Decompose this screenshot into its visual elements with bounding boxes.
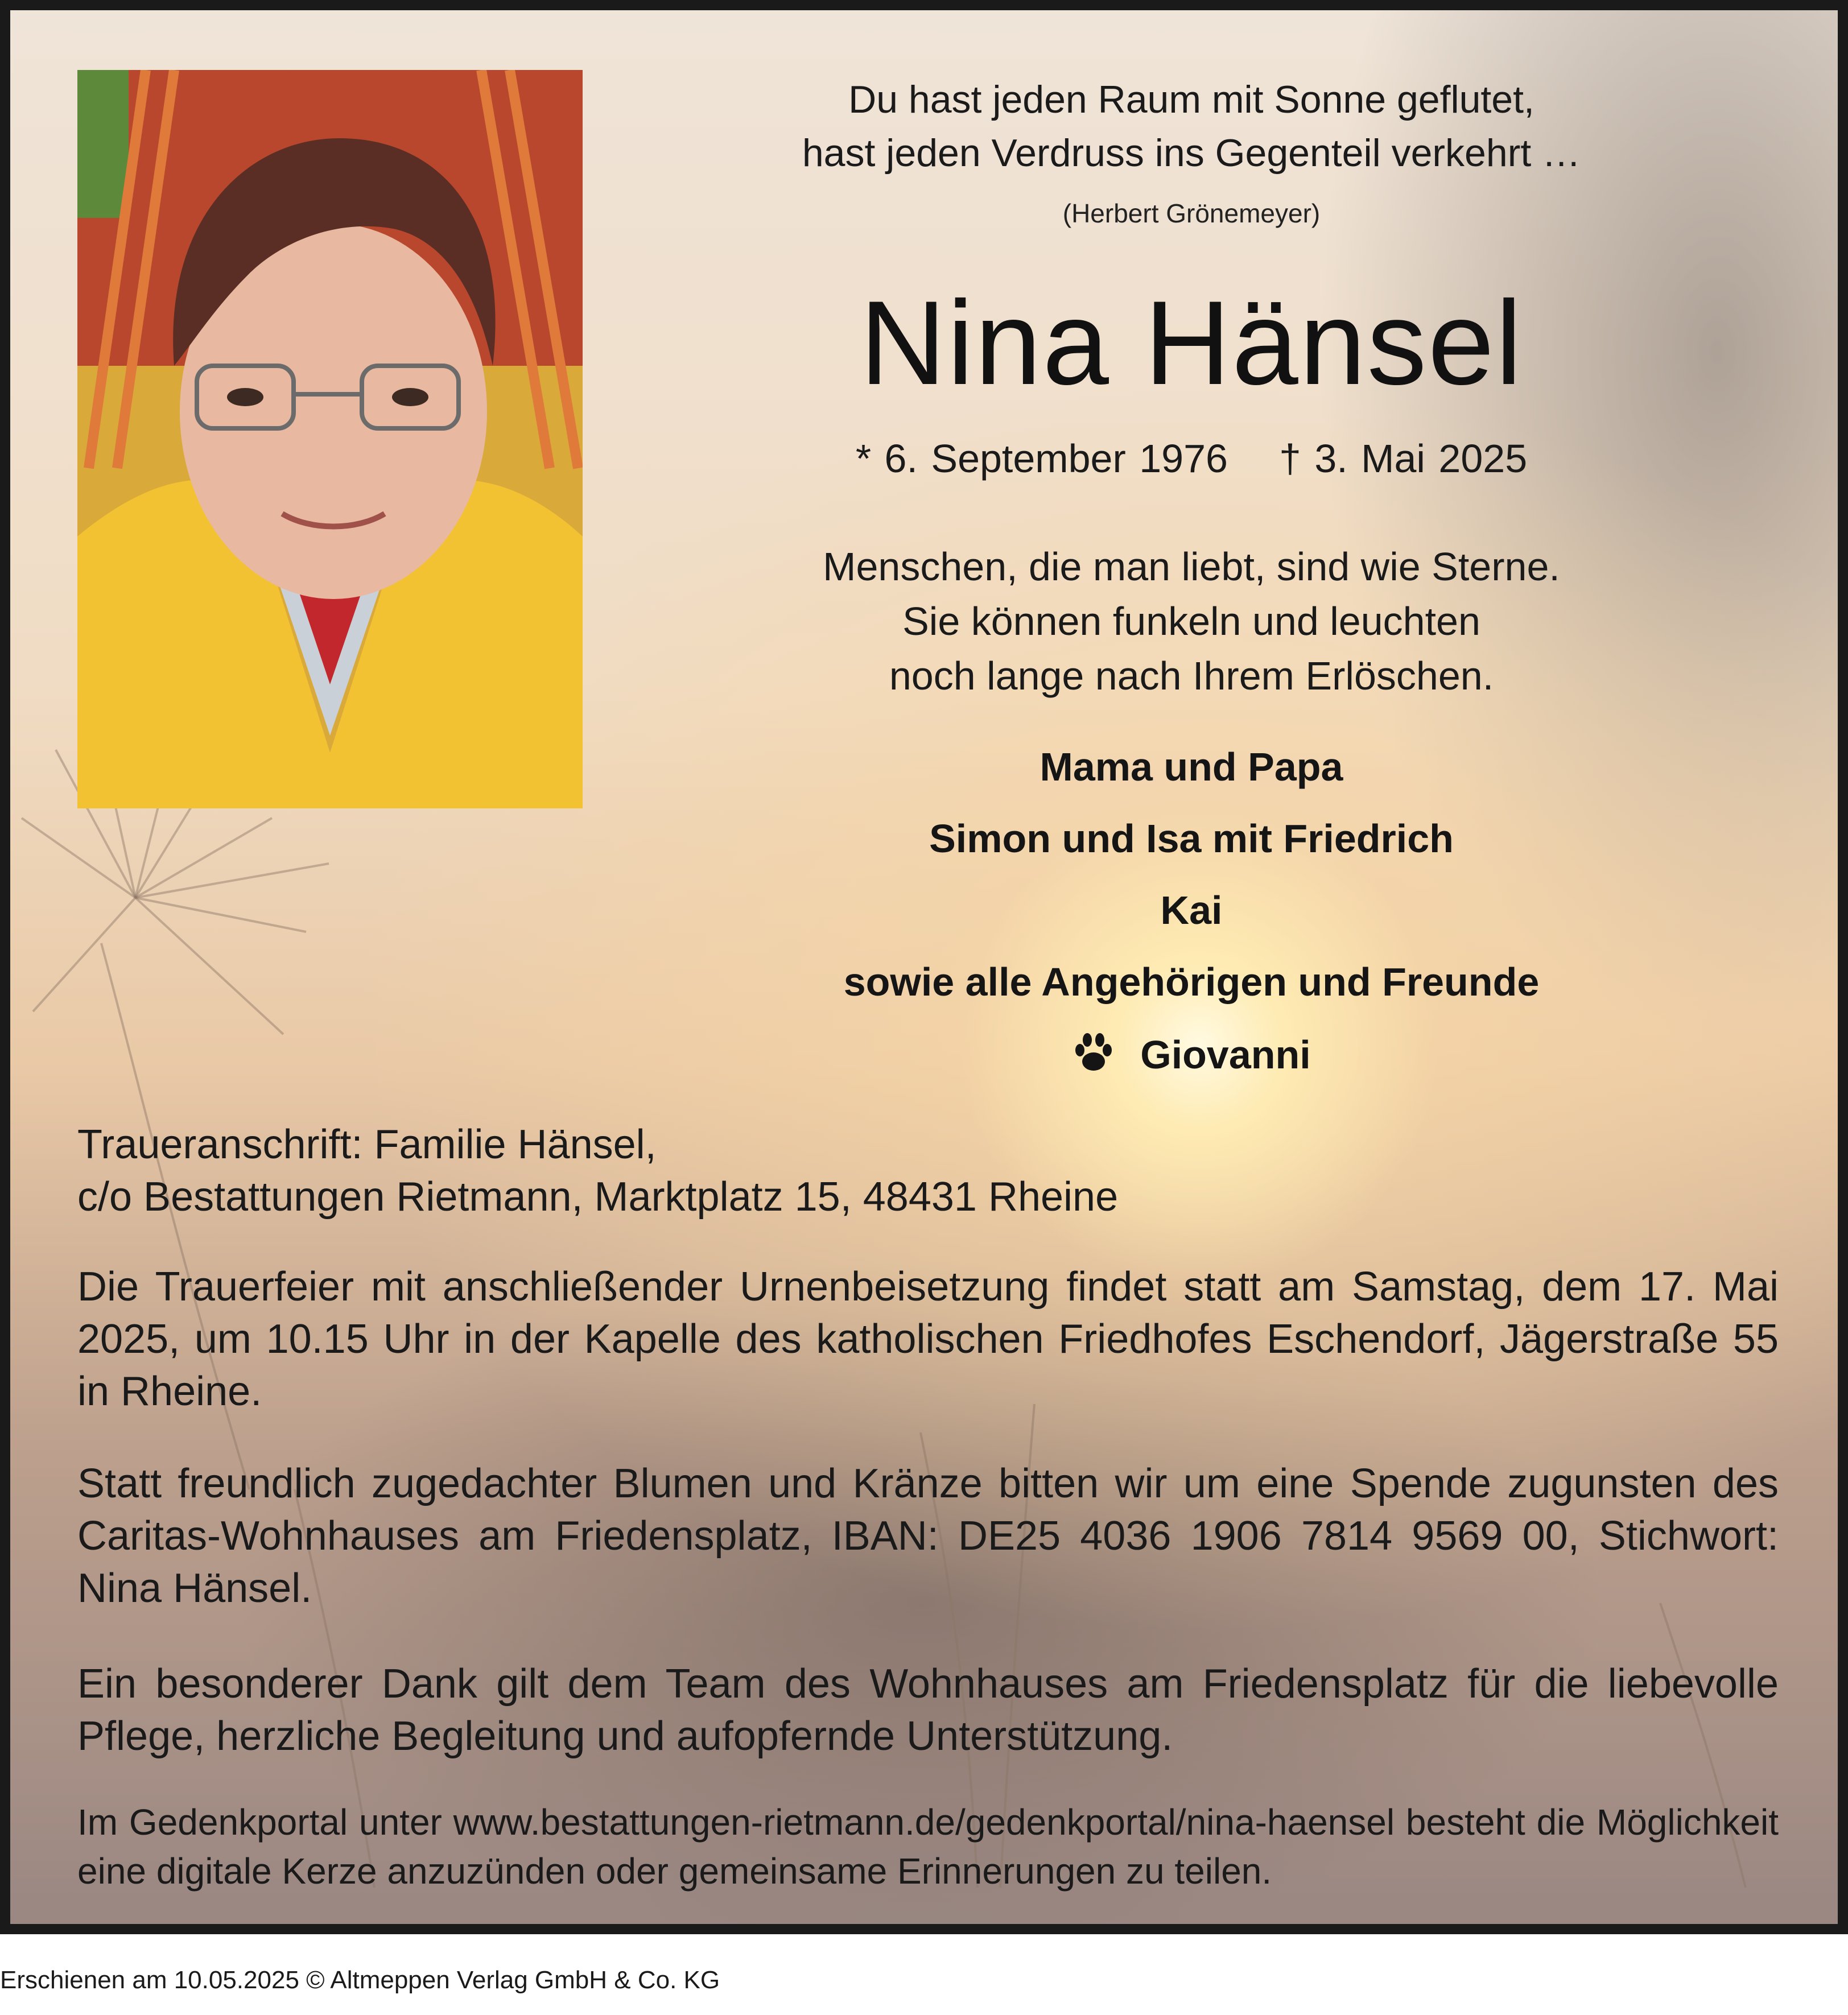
address-line: c/o Bestattungen Rietmann, Marktplatz 15, 48431 Rheine [77, 1174, 1119, 1220]
thanks-paragraph [77, 1658, 1779, 1762]
portal-paragraph [77, 1798, 1779, 1896]
pet-name: Giovanni [1140, 1033, 1311, 1077]
quote-author: (Herbert Grönemeyer) [1062, 199, 1321, 228]
mourner-pet-line [691, 1031, 1692, 1083]
address-line: Traueranschrift: Familie Hänsel, [77, 1122, 657, 1167]
verse-line: noch lange nach Ihrem Erlöschen. [889, 654, 1494, 698]
opening-quote [691, 73, 1692, 180]
deceased-name: Nina Hänsel [860, 276, 1523, 410]
portal-text: Im Gedenkportal unter www.bestattungen-rietmann.de/gedenkportal/nina-haensel besteht die Möglichkeit eine digitale Kerze anzuzünden oder gemeinsame Erinnerungen zu teilen. [77, 1802, 1779, 1892]
verse-line: Menschen, die man liebt, sind wie Sterne. [823, 544, 1560, 589]
verse-line: Sie können funkeln und leuchten [902, 599, 1480, 643]
death-date: † 3. Mai 2025 [1278, 436, 1528, 481]
ceremony-text: Die Trauerfeier mit anschließender Urnenbeisetzung findet statt am Samstag, dem 17. Mai 2025, um 10.15 Uhr in der Kapelle des katholischen Friedhofes Eschendorf, Jägerstraße 55 in Rheine. [77, 1264, 1779, 1414]
publication-footer: Erschienen am 10.05.2025 © Altmeppen Verlag GmbH & Co. KG [0, 1966, 720, 1994]
mourner-line: Kai [1160, 888, 1223, 932]
paw-icon [1072, 1031, 1115, 1083]
mourner-line: sowie alle Angehörigen und Freunde [843, 960, 1540, 1004]
mourner-line: Simon und Isa mit Friedrich [929, 816, 1454, 861]
ceremony-paragraph [77, 1261, 1779, 1418]
memorial-verse [691, 539, 1692, 703]
condolence-address [77, 1118, 1779, 1223]
mourner-line: Mama und Papa [1040, 745, 1343, 789]
donation-paragraph [77, 1457, 1779, 1615]
portrait-photo [77, 70, 583, 808]
birth-date: * 6. September 1976 [855, 436, 1228, 481]
donation-text: Statt freundlich zugedachter Blumen und Kränze bitten wir um eine Spende zugunsten des Caritas-Wohnhauses am Friedensplatz, IBAN: DE25 4036 1906 7814 9569 00, Stichwort: Nina Hänsel. [77, 1461, 1779, 1611]
quote-line: Du hast jeden Raum mit Sonne geflutet, [848, 78, 1534, 121]
life-dates [691, 436, 1692, 481]
quote-line: hast jeden Verdruss ins Gegenteil verkehrt … [802, 131, 1581, 175]
thanks-text: Ein besonderer Dank gilt dem Team des Wohnhauses am Friedensplatz für die liebevolle Pflege, herzliche Begleitung und aufopfernde Unterstützung. [77, 1661, 1779, 1759]
